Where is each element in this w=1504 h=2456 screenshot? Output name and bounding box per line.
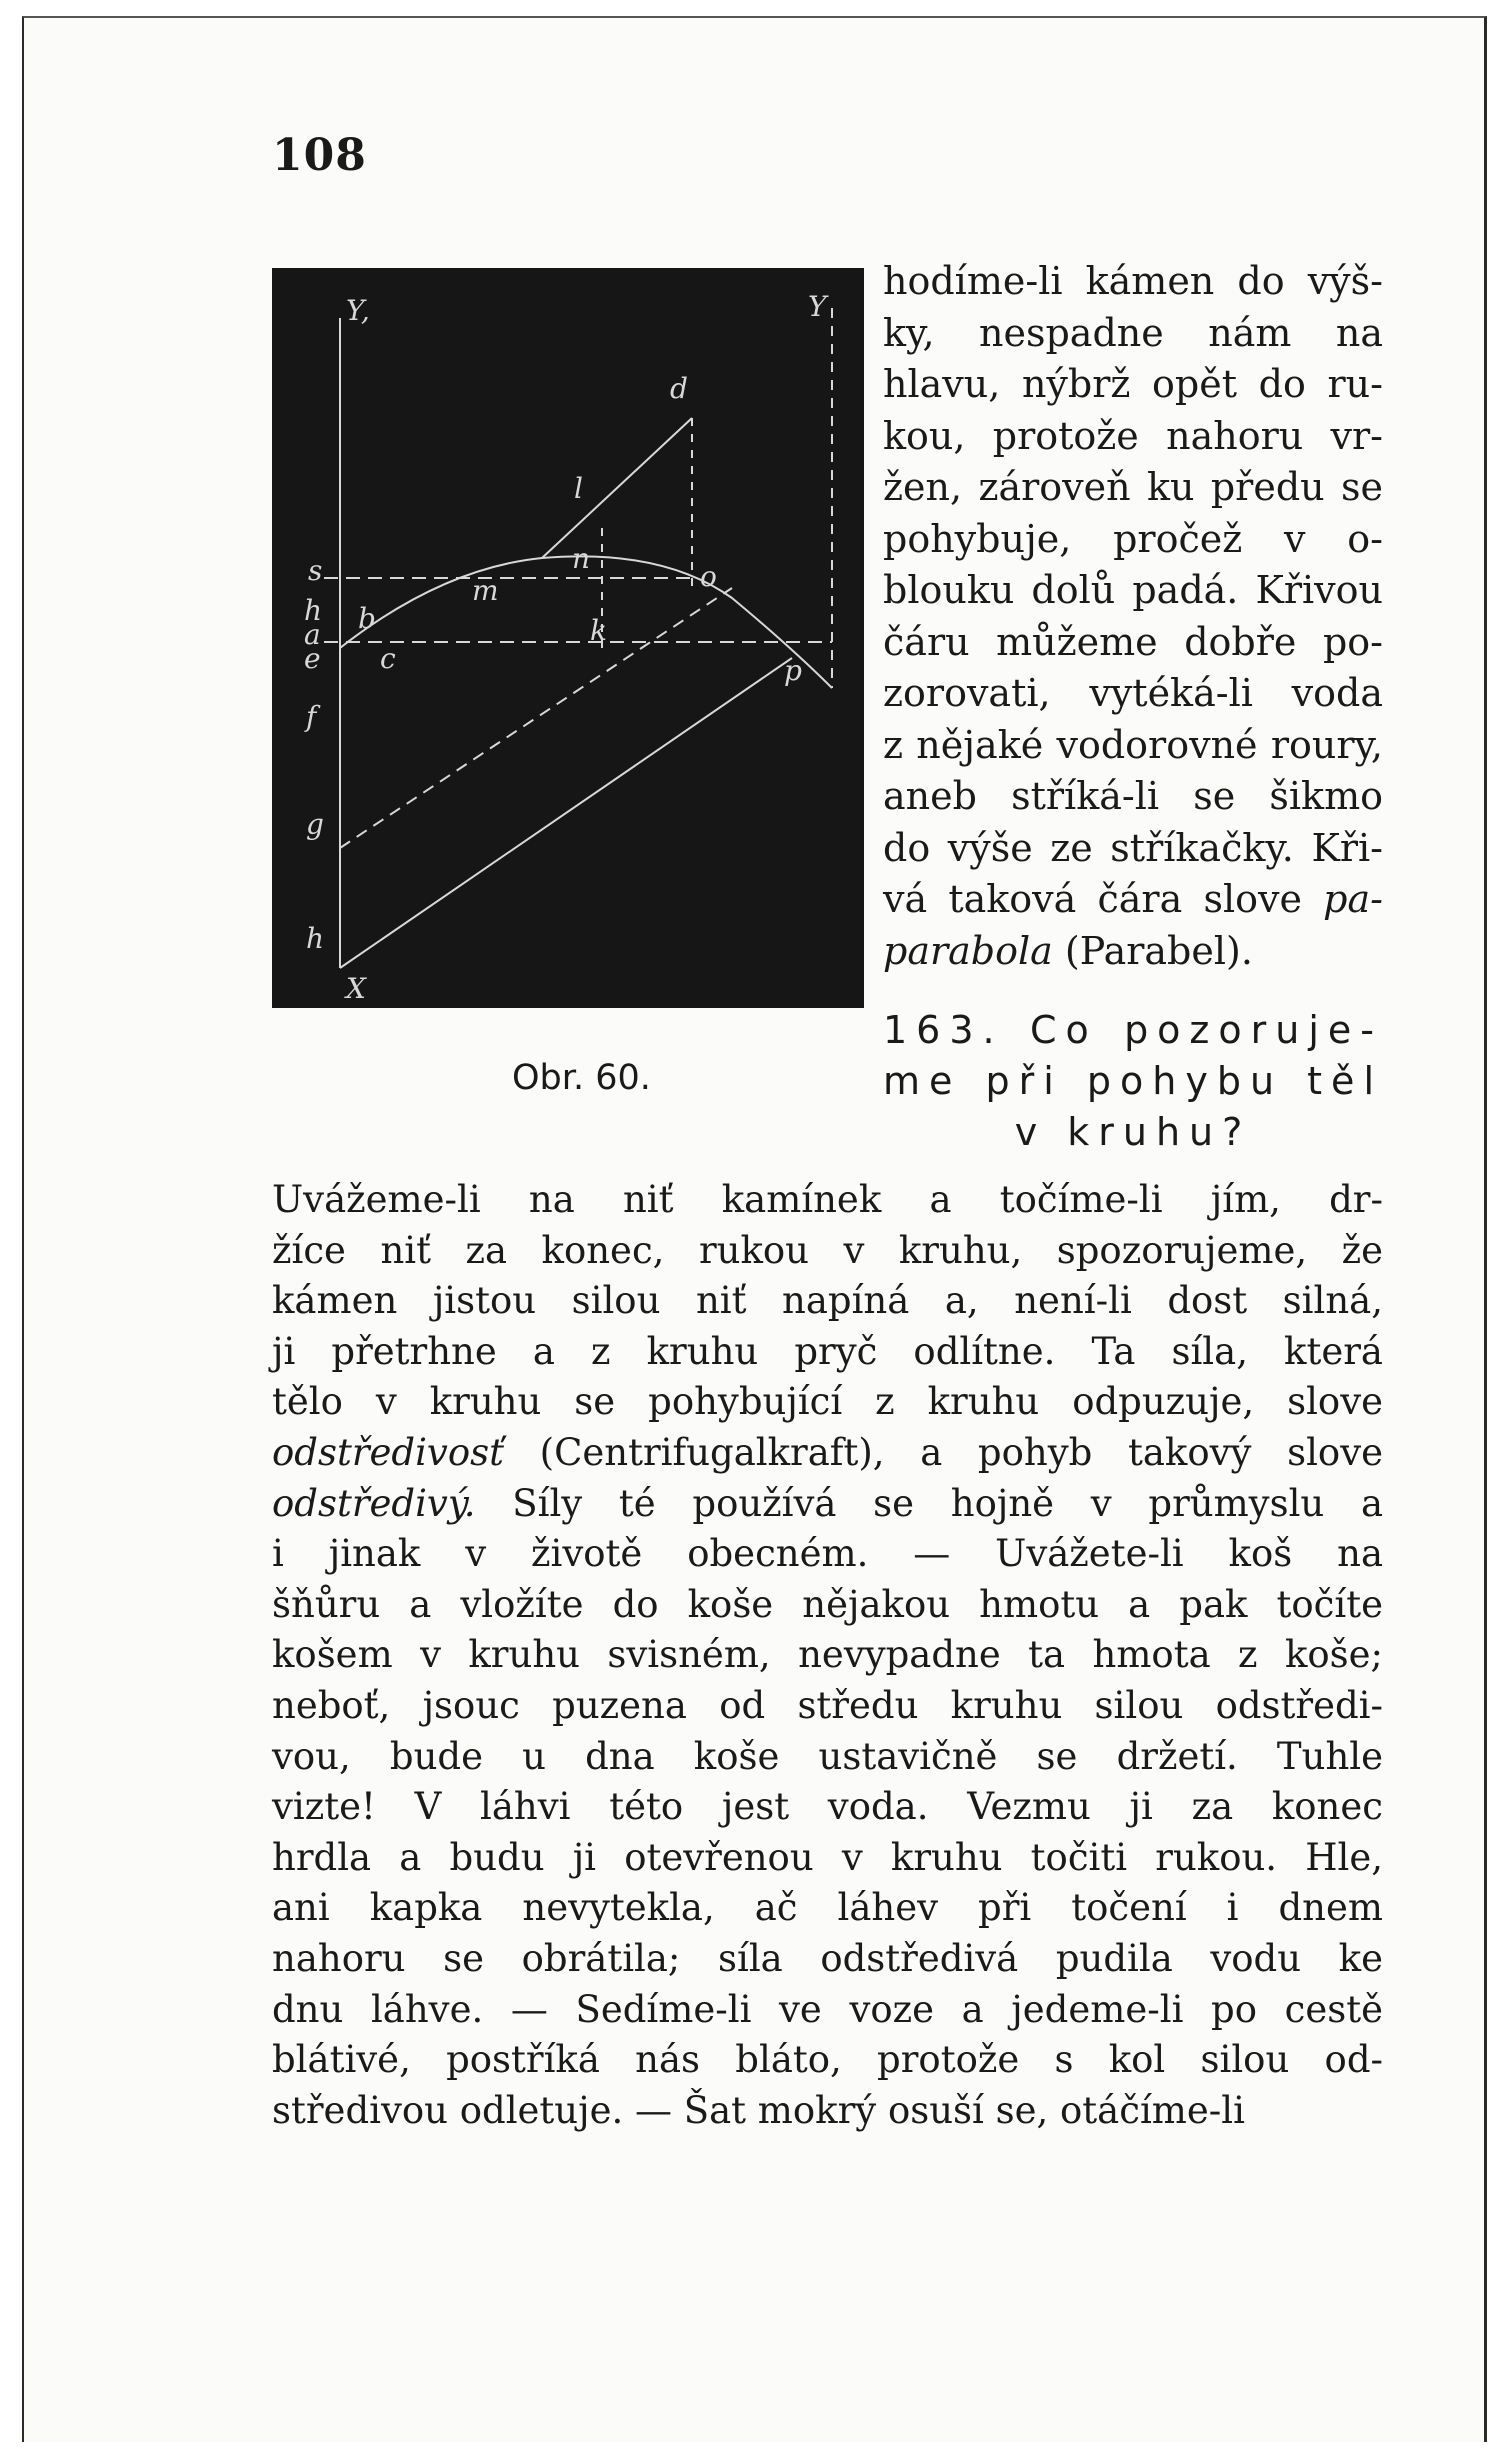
text-line-with-italic (883, 926, 1383, 978)
text-line: žen, zároveň ku předu se (883, 465, 1383, 509)
text-line: i jinak v životě obecném. — Uvážete-li koš na (272, 1532, 1383, 1576)
label-d: d (670, 372, 688, 405)
body-text (272, 1175, 1383, 2136)
italic-term-parabola: parabola (883, 928, 1053, 973)
heading-line: v kruhu? (1014, 1110, 1252, 1154)
text-line: kámen jistou silou niť napíná a, není-li dost silná, (272, 1279, 1383, 1323)
text-line: nahoru se obrátila; síla odstředivá pudila vodu ke (272, 1936, 1383, 1980)
text-line: do výše ze stříkačky. Kři- (883, 825, 1383, 870)
diagonal-upper (340, 588, 732, 848)
label-l: l (574, 472, 583, 505)
label-e: e (304, 642, 321, 675)
label-h-lower: h (306, 922, 325, 955)
text-line: žíce niť za konec, rukou v kruhu, spozorujeme, že (272, 1228, 1383, 1272)
label-y-top-right: Y (808, 290, 827, 323)
diagonal-lower (340, 658, 792, 968)
figure-caption: Obr. 60. (512, 1058, 651, 1098)
text-line: ky, nespadne nám na (883, 310, 1383, 355)
label-k: k (590, 614, 607, 647)
text-line: košem v kruhu svisném, nevypadne ta hmota z koše; (272, 1633, 1383, 1677)
heading-line: me při pohybu těl (883, 1059, 1383, 1103)
text-line: pohybuje, pročež v o- (883, 516, 1383, 561)
label-a: a (304, 618, 321, 651)
figure-drawing (272, 268, 864, 1008)
label-p: p (784, 654, 802, 687)
heading-line: 163. Co pozoruje- (883, 1008, 1383, 1052)
text-line-with-italic (883, 874, 1383, 926)
text-line-with-italic (272, 1428, 1383, 1479)
parabola-curve (340, 556, 832, 688)
label-c: c (380, 642, 396, 675)
italic-term-para: pa- (1323, 877, 1383, 921)
text-line: blouku dolů padá. Křivou (883, 568, 1383, 612)
section-heading (883, 1005, 1383, 1158)
text-line-with-italic (272, 1479, 1383, 1530)
label-f: f (306, 700, 317, 733)
text-fragment: (Parabel). (1052, 928, 1253, 973)
text-line: šňůru a vložíte do koše nějakou hmotu a pak točíte (272, 1582, 1383, 1626)
text-fragment: vá taková čára slove (883, 877, 1302, 921)
text-line: vou, bude u dna koše ustavičně se držetí. Tuhle (272, 1734, 1383, 1778)
text-line: dnu láhve. — Sedíme-li ve voze a jedeme-li po cestě (272, 1987, 1383, 2031)
text-line: hrdla a budu ji otevřenou v kruhu točiti rukou. Hle, (272, 1835, 1383, 1879)
text-line: aneb stříká-li se šikmo (883, 774, 1383, 818)
text-line: vizte! V láhvi této jest voda. Vezmu ji za konec (272, 1785, 1383, 1829)
italic-term-odstredivost: odstředivosť (272, 1430, 504, 1474)
line-to-d (542, 418, 692, 558)
label-o: o (700, 560, 717, 593)
text-fragment: Síly té používá se hojně v průmyslu a (475, 1481, 1383, 1525)
text-line: hlavu, nýbrž opět do ru- (883, 362, 1383, 406)
text-line: ji přetrhne a z kruhu pryč odlítne. Ta síla, která (272, 1329, 1383, 1373)
label-m: m (472, 574, 499, 607)
text-line: čáru můžeme dobře po- (883, 619, 1383, 664)
italic-term-odstredivy: odstředivý. (272, 1481, 476, 1525)
label-x-bottom: X (346, 972, 366, 1005)
text-fragment: (Centrifugalkraft), a pohyb takový slove (503, 1430, 1383, 1474)
page-number: 108 (272, 130, 367, 181)
text-line: neboť, jsouc puzena od středu kruhu silou odstředi- (272, 1683, 1383, 1727)
figure-parabola-diagram (272, 268, 864, 1008)
text-line: kou, protože nahoru vr- (883, 413, 1383, 458)
text-line: hodíme-li kámen do výš- (883, 259, 1383, 303)
text-line: středivou odletuje. — Šat mokrý osuší se, otáčíme-li (272, 2088, 1245, 2132)
label-b: b (358, 602, 376, 635)
label-n: n (572, 542, 591, 575)
side-text (883, 256, 1383, 977)
text-line: tělo v kruhu se pohybující z kruhu odpuzuje, slove (272, 1380, 1383, 1424)
text-line: zorovati, vytéká-li voda (883, 671, 1383, 715)
label-y-top-left: Y, (346, 294, 370, 327)
label-h-upper: h (304, 594, 323, 627)
text-line: z nějaké vodorovné roury, (883, 722, 1383, 767)
text-line: ani kapka nevytekla, ač láhev při točení i dnem (272, 1886, 1383, 1930)
label-s: s (308, 554, 323, 587)
text-line: Uvážeme-li na niť kamínek a točíme-li jím, dr- (272, 1178, 1383, 1221)
label-g: g (306, 808, 324, 841)
text-line: blátivé, postříká nás bláto, protože s kol silou od- (272, 2038, 1383, 2082)
